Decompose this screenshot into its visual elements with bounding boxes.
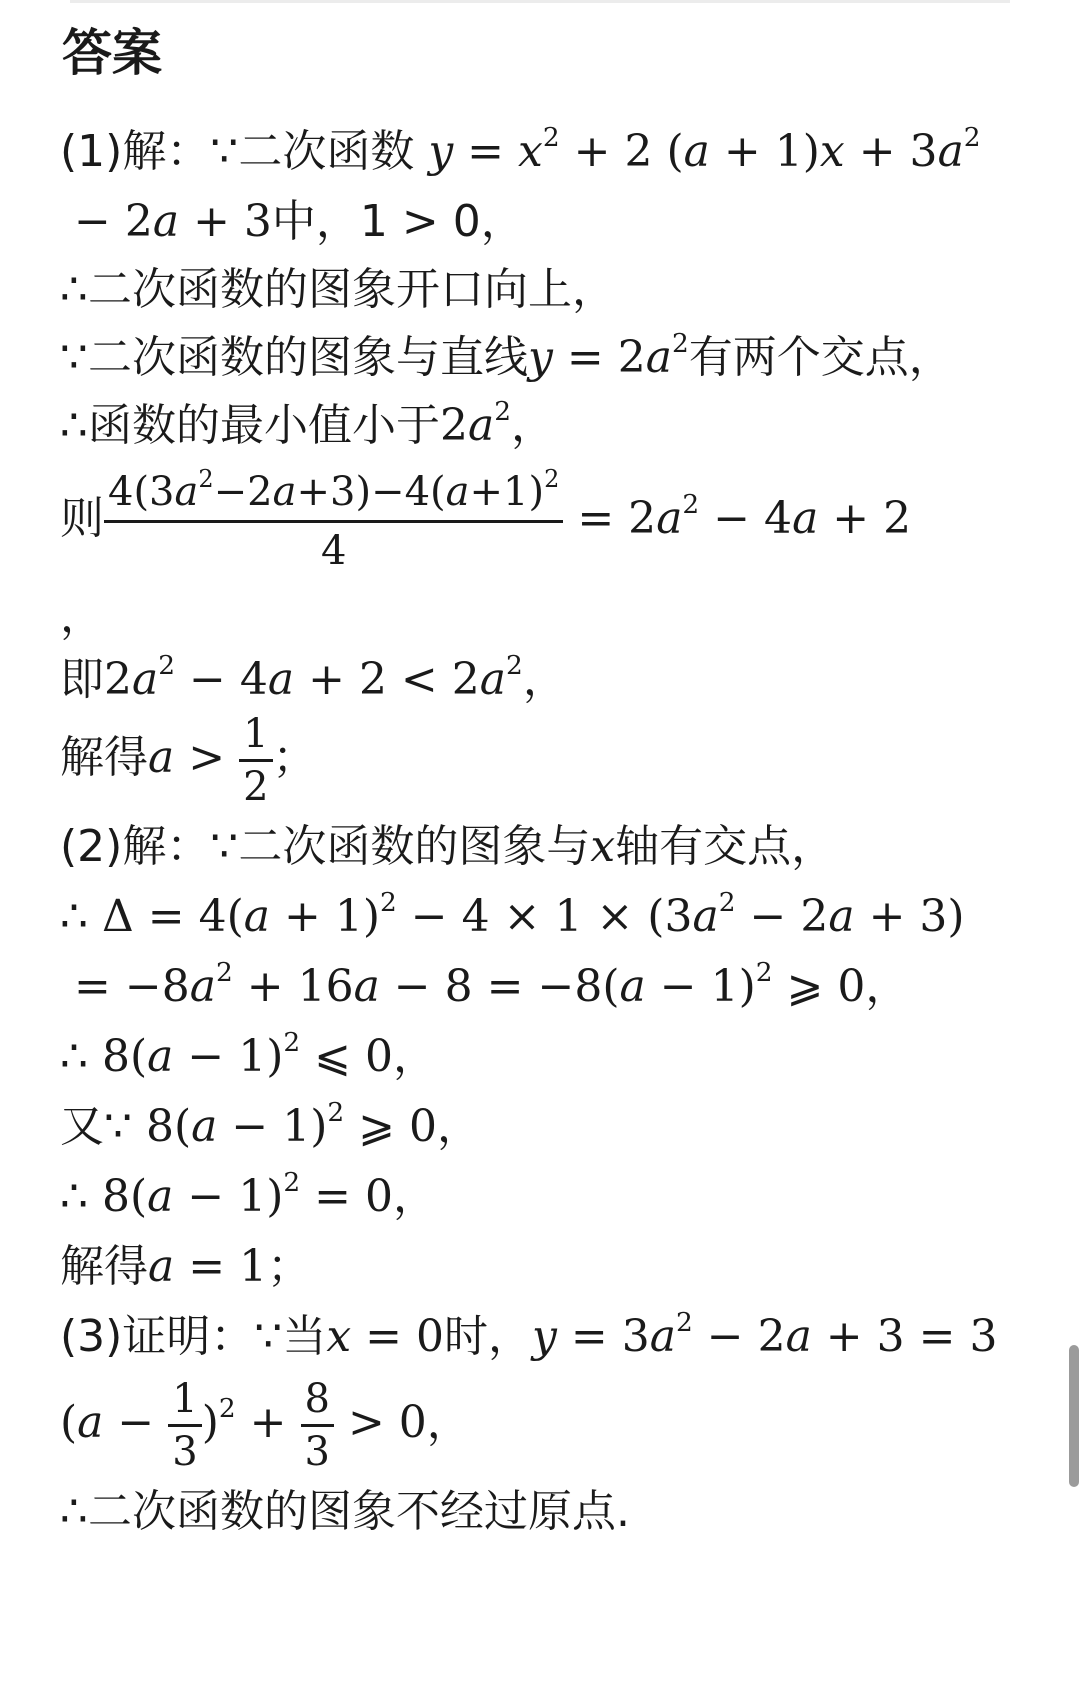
part3-when-line: (3)证明：∵当x = 0时，$y = 3a^2 - 2a + 3 = 3$: [60, 1307, 998, 1362]
part2-eq-line: ∴ $8(a - 1)^2 = 0$，: [60, 1167, 438, 1222]
vertex-fraction: $\frac{4(3a^2-2a+3)-4(a+1)^2}{4}$: [104, 466, 563, 577]
part2-label: (2)解：: [60, 821, 211, 872]
part1-comma: ，: [60, 591, 104, 642]
part2-intro-line: (2)解：∵二次函数的图象与x轴有交点，: [60, 821, 836, 872]
part2-le-line: ∴ $8(a - 1)^2$ ⩽ 0，: [60, 1027, 438, 1082]
part3-conclusion: ∴二次函数的图象不经过原点.: [60, 1486, 630, 1537]
part1-vertex-line: [60, 455, 911, 583]
one-half-fraction: $\frac{1}{2}$: [239, 711, 272, 810]
quadratic-function-math: $y = x^2 + 2$ $(a + 1)x + 3a^2$: [428, 122, 981, 177]
one-third-fraction: $\frac{1}{3}$: [168, 1376, 201, 1475]
scrollbar-thumb[interactable]: [1069, 1345, 1079, 1487]
part2-delta-line: ∴ $\Delta = 4(a + 1)^2 - 4 \times 1 \times (3a^2 - 2a + 3)$: [60, 887, 965, 942]
part1-inequality-line: 即$2a^2 - 4a + 2 < 2a^2$，: [60, 650, 567, 705]
eight-thirds-fraction: $\frac{8}{3}$: [301, 1376, 334, 1475]
part3-vertex-form-line: (a − $\frac{1}{3}$ )$^2$ + $\frac{8}{3}$ > 0，: [60, 1376, 471, 1475]
part1-two-points-line: ∵二次函数的图象与直线$y = 2a^2$有两个交点，: [60, 328, 953, 383]
part1-condition-cont: − 2a + 3中，1 > 0，: [60, 196, 525, 247]
part2-solve-line: 解得a = 1；: [60, 1241, 312, 1292]
part3-label: (3)证明：: [60, 1311, 255, 1362]
part1-min-line: ∴函数的最小值小于$2a^2$，: [60, 396, 556, 451]
part1-solve-line: 解得a > $\frac{1}{2}$ ；: [60, 710, 317, 810]
part1-condition-line: [60, 120, 981, 184]
vertex-rhs: = $2a^2 - 4a + 2$: [563, 489, 912, 544]
then-label: 则: [60, 493, 104, 544]
part1-condition-text: ∵二次函数: [210, 126, 415, 177]
part2-ge-line: 又∵ $8(a - 1)^2$ ⩾ 0，: [60, 1097, 482, 1152]
part1-label: (1)解：: [60, 126, 211, 177]
answer-heading: 答案: [62, 24, 162, 82]
part1-condition-tail: 中，1 > 0，: [271, 196, 525, 247]
part2-delta-cont: = $-8a^2 + 16a - 8 = -8(a - 1)^2$ ⩾ 0，: [60, 957, 910, 1012]
top-divider: [70, 0, 1010, 3]
part1-opens-up-line: ∴二次函数的图象开口向上，: [60, 264, 616, 315]
